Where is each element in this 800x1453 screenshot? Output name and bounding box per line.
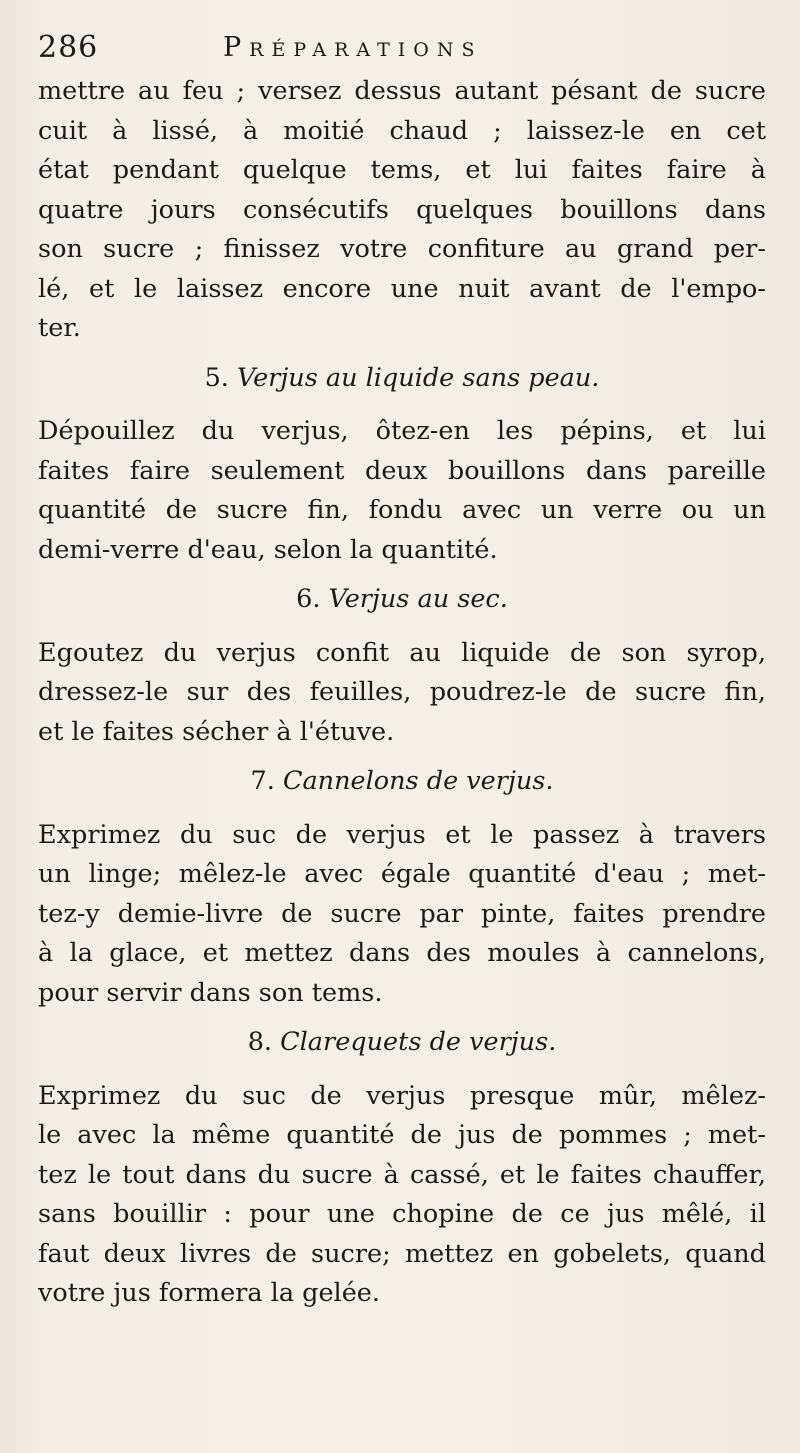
text-line: demi-verre d'eau, selon la quantité. [38,534,498,565]
text-line: tez-y demie-livre de sucre par pinte, faites prendre [38,898,766,929]
text-line: quantité de sucre fin, fondu avec un verre ou un [38,495,766,525]
text-line: et le faites sécher à l'étuve. [38,716,395,747]
section-number: 8. [247,1027,273,1057]
section-number: 5. [204,362,229,393]
section-paragraph [38,634,766,753]
text-line: faites faire seulement deux bouillons dans pareille [38,455,766,486]
text-line: votre jus formera la gelée. [38,1278,380,1308]
text-line: Exprimez du suc de verjus et le passez à travers [38,819,766,850]
section-number: 7. [250,766,275,796]
text-line: pour servir dans son tems. [38,977,383,1008]
text-line: un linge; mêlez-le avec égale quantité d'eau ; met- [38,859,766,889]
text-line: Exprimez du suc de verjus presque mûr, mêlez- [38,1080,766,1111]
text-line: cuit à lissé, à moitié chaud ; laissez-le en cet [38,115,766,146]
section-paragraph [38,816,766,1014]
text-line: son sucre ; finissez votre confiture au grand per- [38,234,766,264]
section-title [38,580,766,620]
section-heading: Clarequets de verjus. [280,1027,557,1057]
section-paragraph [38,412,766,570]
text-line: sans bouillir : pour une chopine de ce jus mêlé, il [38,1199,766,1229]
text-line: quatre jours consécutifs quelques bouillons dans [38,194,766,225]
text-line: dressez-le sur des feuilles, poudrez-le de sucre fin, [38,677,766,707]
page-number: 286 [38,30,99,65]
text-line: ter. [38,313,81,343]
text-line: lé, et le laissez encore une nuit avant de l'empo- [38,273,766,304]
section-title [38,762,766,802]
text-line: Egoutez du verjus confit au liquide de son syrop, [38,637,766,668]
section-title [38,359,766,399]
section-number: 6. [296,584,321,614]
section-heading: Verjus au sec. [328,584,508,614]
section-title [38,1023,766,1063]
section-heading: Verjus au liquide sans peau. [237,362,600,393]
text-line: tez le tout dans du sucre à cassé, et le faites chauffer, [38,1159,766,1190]
text-line: mettre au feu ; versez dessus autant pésant de sucre [38,76,766,106]
text-line: à la glace, et mettez dans des moules à cannelons, [38,938,766,968]
text-line: faut deux livres de sucre; mettez en gobelets, quand [38,1238,766,1269]
section-paragraph [38,1077,766,1314]
page-header [38,30,768,70]
intro-paragraph [38,72,766,349]
text-line: Dépouillez du verjus, ôtez-en les pépins, et lui [38,416,766,446]
text-line: le avec la même quantité de jus de pommes ; met- [38,1120,766,1150]
page-body [38,72,766,1314]
running-head: Préparations [223,32,483,63]
section-heading: Cannelons de verjus. [282,766,554,796]
text-line: état pendant quelque tems, et lui faites faire à [38,155,766,185]
